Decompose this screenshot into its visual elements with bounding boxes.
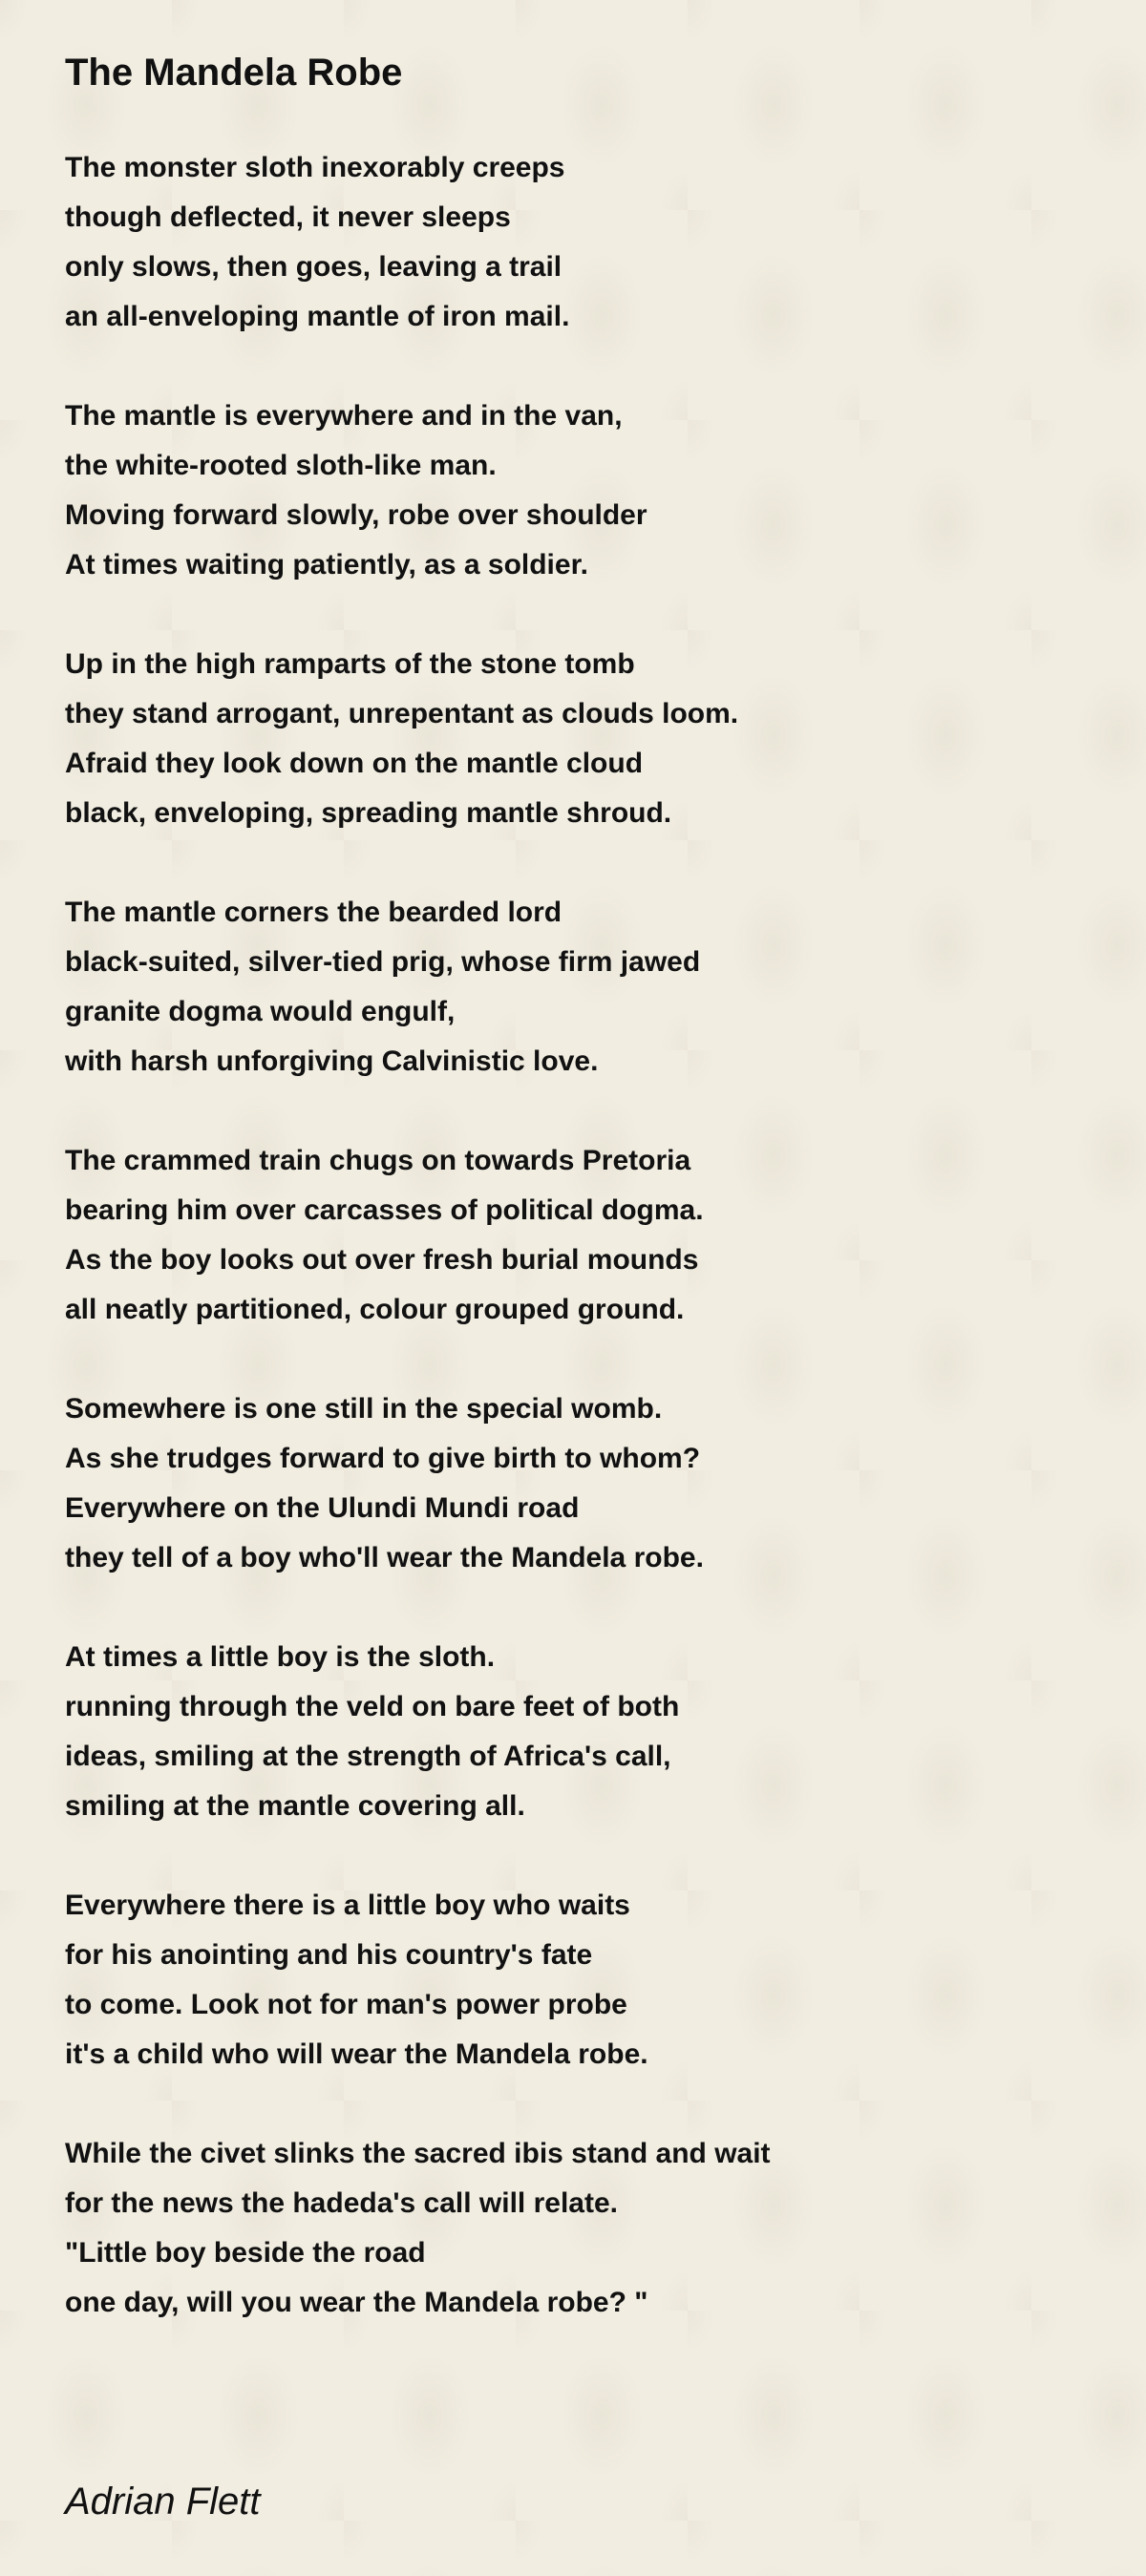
stanza	[65, 2129, 1096, 2328]
poem-line: with harsh unforgiving Calvinistic love.	[65, 1045, 599, 1077]
poem-line: The monster sloth inexorably creeps	[65, 152, 565, 183]
poem-line: At times a little boy is the sloth.	[65, 1641, 496, 1673]
poem-author: Adrian Flett	[65, 2481, 261, 2523]
stanza	[65, 1633, 1096, 1831]
poem-line: Afraid they look down on the mantle cloud	[65, 748, 644, 779]
poem-line: Everywhere on the Ulundi Mundi road	[65, 1492, 580, 1524]
poem-line: black, enveloping, spreading mantle shroud.	[65, 797, 672, 829]
stanza	[65, 1136, 1096, 1335]
poem-line: Everywhere there is a little boy who waits	[65, 1890, 630, 1921]
stanza	[65, 1881, 1096, 2080]
poem-line: Moving forward slowly, robe over shoulder	[65, 499, 647, 531]
poem-line: they stand arrogant, unrepentant as clouds loom.	[65, 698, 739, 729]
poem-line: one day, will you wear the Mandela robe? "	[65, 2287, 648, 2318]
poem-line: all neatly partitioned, colour grouped ground.	[65, 1294, 685, 1325]
poem-line: At times waiting patiently, as a soldier.	[65, 549, 588, 581]
poem-line: for his anointing and his country's fate	[65, 1939, 593, 1971]
poem-line: While the civet slinks the sacred ibis stand and wait	[65, 2138, 771, 2169]
stanza	[65, 391, 1096, 590]
poem-line: The crammed train chugs on towards Pretoria	[65, 1145, 691, 1176]
poem-line: it's a child who will wear the Mandela robe.	[65, 2038, 648, 2070]
stanza	[65, 888, 1096, 1087]
poem-line: Somewhere is one still in the special womb.	[65, 1393, 663, 1425]
poem-line: black-suited, silver-tied prig, whose firm jawed	[65, 946, 701, 978]
poem-line: As the boy looks out over fresh burial mounds	[65, 1244, 699, 1276]
stanza	[65, 640, 1096, 838]
poem-line: As she trudges forward to give birth to whom?	[65, 1443, 701, 1474]
poem-line: they tell of a boy who'll wear the Mandela robe.	[65, 1542, 704, 1573]
stanza	[65, 1384, 1096, 1583]
poem-line: ideas, smiling at the strength of Africa's call,	[65, 1741, 671, 1772]
poem-line: The mantle corners the bearded lord	[65, 897, 562, 928]
poem-body	[65, 143, 1096, 2377]
poem-line: to come. Look not for man's power probe	[65, 1989, 627, 2020]
stanza	[65, 143, 1096, 342]
poem-line: bearing him over carcasses of political dogma.	[65, 1194, 704, 1226]
poem-line: The mantle is everywhere and in the van,	[65, 400, 623, 432]
poem-line: an all-enveloping mantle of iron mail.	[65, 301, 570, 332]
poem-line: though deflected, it never sleeps	[65, 201, 511, 233]
poem-line: "Little boy beside the road	[65, 2237, 426, 2269]
poem-line: only slows, then goes, leaving a trail	[65, 251, 562, 283]
poem-title: The Mandela Robe	[65, 52, 403, 94]
poem-line: Up in the high ramparts of the stone tomb	[65, 648, 635, 680]
poem-line: the white-rooted sloth-like man.	[65, 450, 497, 481]
poem-line: granite dogma would engulf,	[65, 996, 456, 1027]
poem-line: running through the veld on bare feet of both	[65, 1691, 680, 1722]
poem-line: smiling at the mantle covering all.	[65, 1790, 525, 1822]
poem-line: for the news the hadeda's call will relate.	[65, 2187, 618, 2219]
